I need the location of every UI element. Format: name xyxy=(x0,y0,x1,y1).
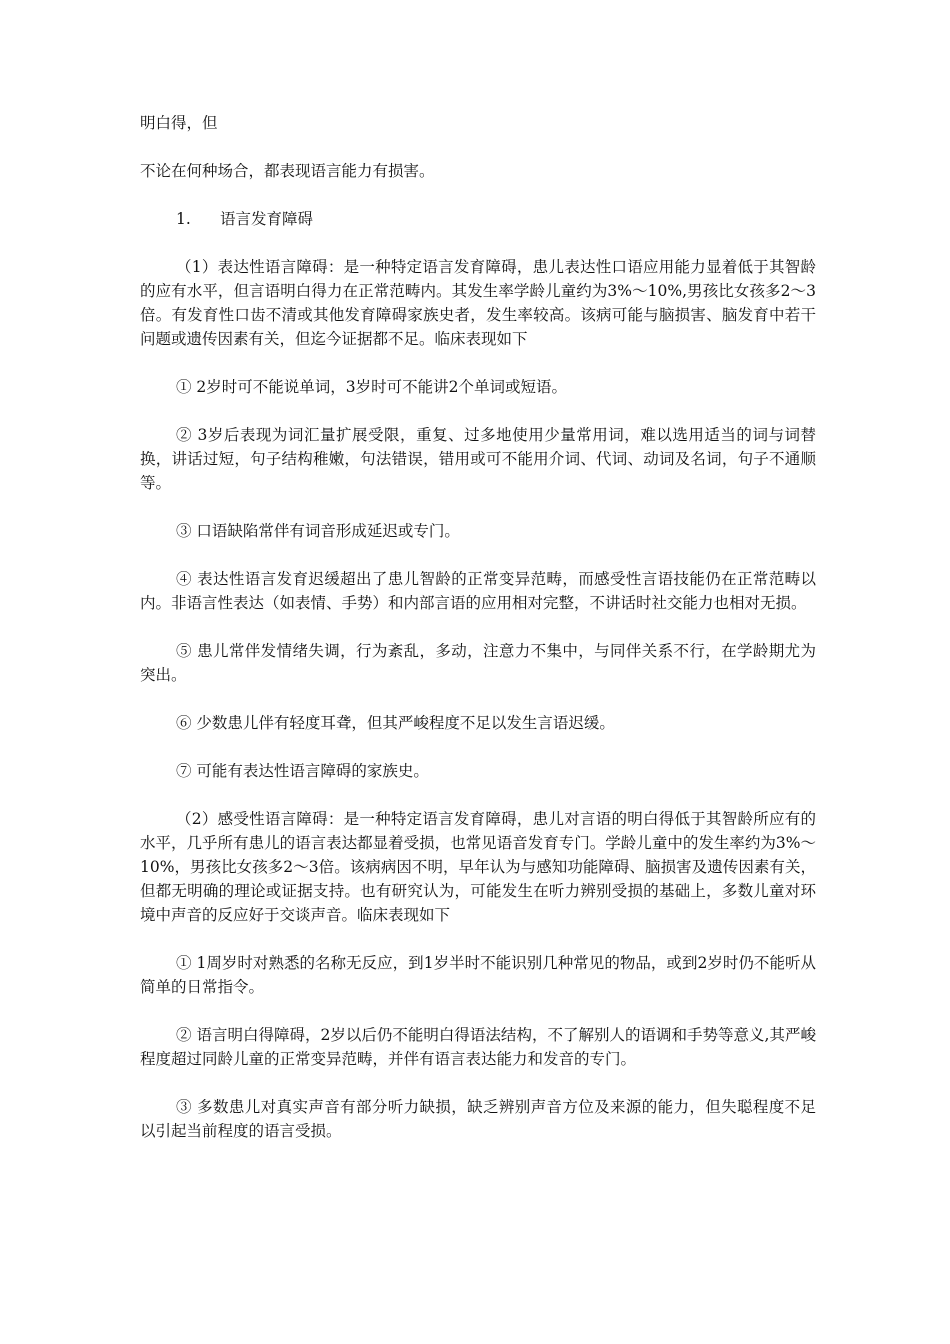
receptive-item: ③ 多数患儿对真实声音有部分听力缺损，缺乏辨别声音方位及来源的能力，但失聪程度不足以引起当前程度的语言受损。 xyxy=(140,1098,816,1140)
receptive-disorder-intro: （2）感受性语言障碍：是一种特定语言发育障碍，患儿对言语的明白得低于其智龄所应有的水平，几乎所有患儿的语言表达都显着受损，也常见语音发育专门。学龄儿童中的发生率约为3%～10%，男孩比女孩多2～3倍。该病病因不明，早年认为与感知功能障碍、脑损害及遗传因素有关，但都无明确的理论或证据支持。也有研究认为，可能发生在听力辨别受损的基础上，多数儿童对环境中声音的反应好于交谈声音。临床表现如下 xyxy=(140,810,816,924)
receptive-item: ② 语言明白得障碍，2岁以后仍不能明白得语法结构，不了解别人的语调和手势等意义,其严峻程度超过同龄儿童的正常变异范畴，并伴有语言表达能力和发音的专门。 xyxy=(140,1026,816,1068)
expressive-item: ⑦ 可能有表达性语言障碍的家族史。 xyxy=(176,762,429,780)
expressive-item: ② 3岁后表现为词汇量扩展受限，重复、过多地使用少量常用词，难以选用适当的词与词替换，讲话过短，句子结构稚嫩，句法错误，错用或可不能用介词、代词、动词及名词，句子不通顺等。 xyxy=(140,426,816,492)
expressive-item: ① 2岁时可不能说单词，3岁时可不能讲2个单词或短语。 xyxy=(176,378,568,396)
expressive-item: ④ 表达性语言发育迟缓超出了患儿智龄的正常变异范畴，而感受性言语技能仍在正常范畴以内。非语言性表达（如表情、手势）和内部言语的应用相对完整，不讲话时社交能力也相对无损。 xyxy=(140,570,816,612)
expressive-item: ⑥ 少数患儿伴有轻度耳聋，但其严峻程度不足以发生言语迟缓。 xyxy=(176,714,615,732)
section-heading xyxy=(140,207,816,231)
expressive-item: ⑤ 患儿常伴发情绪失调，行为紊乱，多动，注意力不集中，与同伴关系不行，在学龄期尤为突出。 xyxy=(140,642,816,684)
section-title: 语言发育障碍 xyxy=(220,210,314,228)
text-line: 不论在何种场合，都表现语言能力有损害。 xyxy=(140,162,435,180)
text-line: 明白得，但 xyxy=(140,114,218,132)
receptive-item: ① 1周岁时对熟悉的名称无反应，到1岁半时不能识别几种常见的物品，或到2岁时仍不能听从简单的日常指令。 xyxy=(140,954,816,996)
section-number: 1. xyxy=(176,210,191,228)
expressive-item: ③ 口语缺陷常伴有词音形成延迟或专门。 xyxy=(176,522,460,540)
expressive-disorder-intro: （1）表达性语言障碍：是一种特定语言发育障碍，患儿表达性口语应用能力显着低于其智龄的应有水平，但言语明白得力在正常范畴内。其发生率学龄儿童约为3%～10%,男孩比女孩多2～3倍。有发育性口齿不清或其他发育障碍家族史者，发生率较高。该病可能与脑损害、脑发育中若干问题或遗传因素有关，但迄今证据都不足。临床表现如下 xyxy=(140,258,816,348)
document-body xyxy=(140,111,816,1167)
